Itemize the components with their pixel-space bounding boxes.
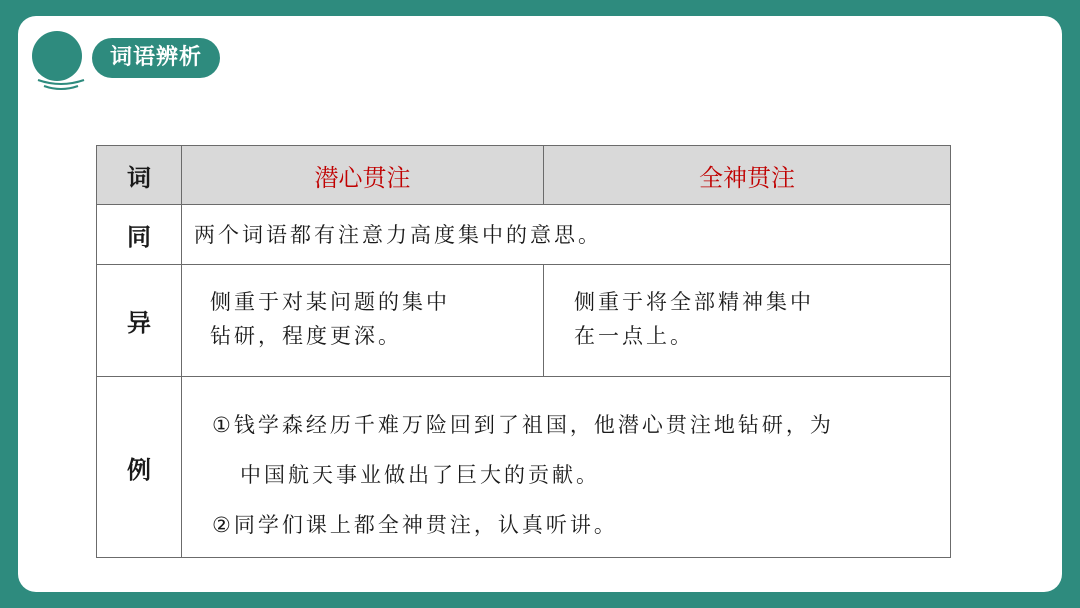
difference-cell-1 [181, 264, 544, 377]
row-label-tong: 同 [127, 223, 151, 251]
row-label-yi: 异 [127, 309, 151, 337]
row-label-yi-cell [96, 264, 182, 377]
row-label-li: 例 [127, 455, 151, 484]
difference-1-line-2: 钻研，程度更深。 [210, 324, 402, 348]
difference-cell-2 [543, 264, 951, 377]
section-title: 词语辨析 [92, 38, 220, 78]
example-1-line-2: 中国航天事业做出了巨大的贡献。 [240, 463, 600, 487]
difference-1-line-1: 侧重于对某问题的集中 [210, 290, 450, 314]
word-1: 潜心贯注 [314, 163, 411, 192]
word-header-cell-2 [543, 145, 951, 205]
example-2: ②同学们课上都全神贯注，认真听讲。 [212, 513, 618, 537]
difference-2-line-2: 在一点上。 [574, 324, 694, 348]
comparison-table [96, 145, 951, 558]
word-2: 全神贯注 [699, 163, 795, 192]
row-label-tong-cell [96, 204, 182, 265]
common-meaning-cell [181, 204, 951, 265]
row-label-li-cell [96, 376, 182, 558]
difference-2-line-1: 侧重于将全部精神集中 [574, 290, 814, 314]
row-label-ci: 词 [127, 163, 151, 192]
decorative-circle [32, 31, 82, 81]
word-header-cell-1 [181, 145, 544, 205]
wave-lines-icon [36, 76, 86, 92]
common-meaning-text: 两个词语都有注意力高度集中的意思。 [194, 222, 602, 247]
example-1-line-1: ①钱学森经历千难万险回到了祖国，他潜心贯注地钻研，为 [212, 413, 834, 437]
examples-cell [181, 376, 951, 558]
row-label-ci-cell [96, 145, 182, 205]
